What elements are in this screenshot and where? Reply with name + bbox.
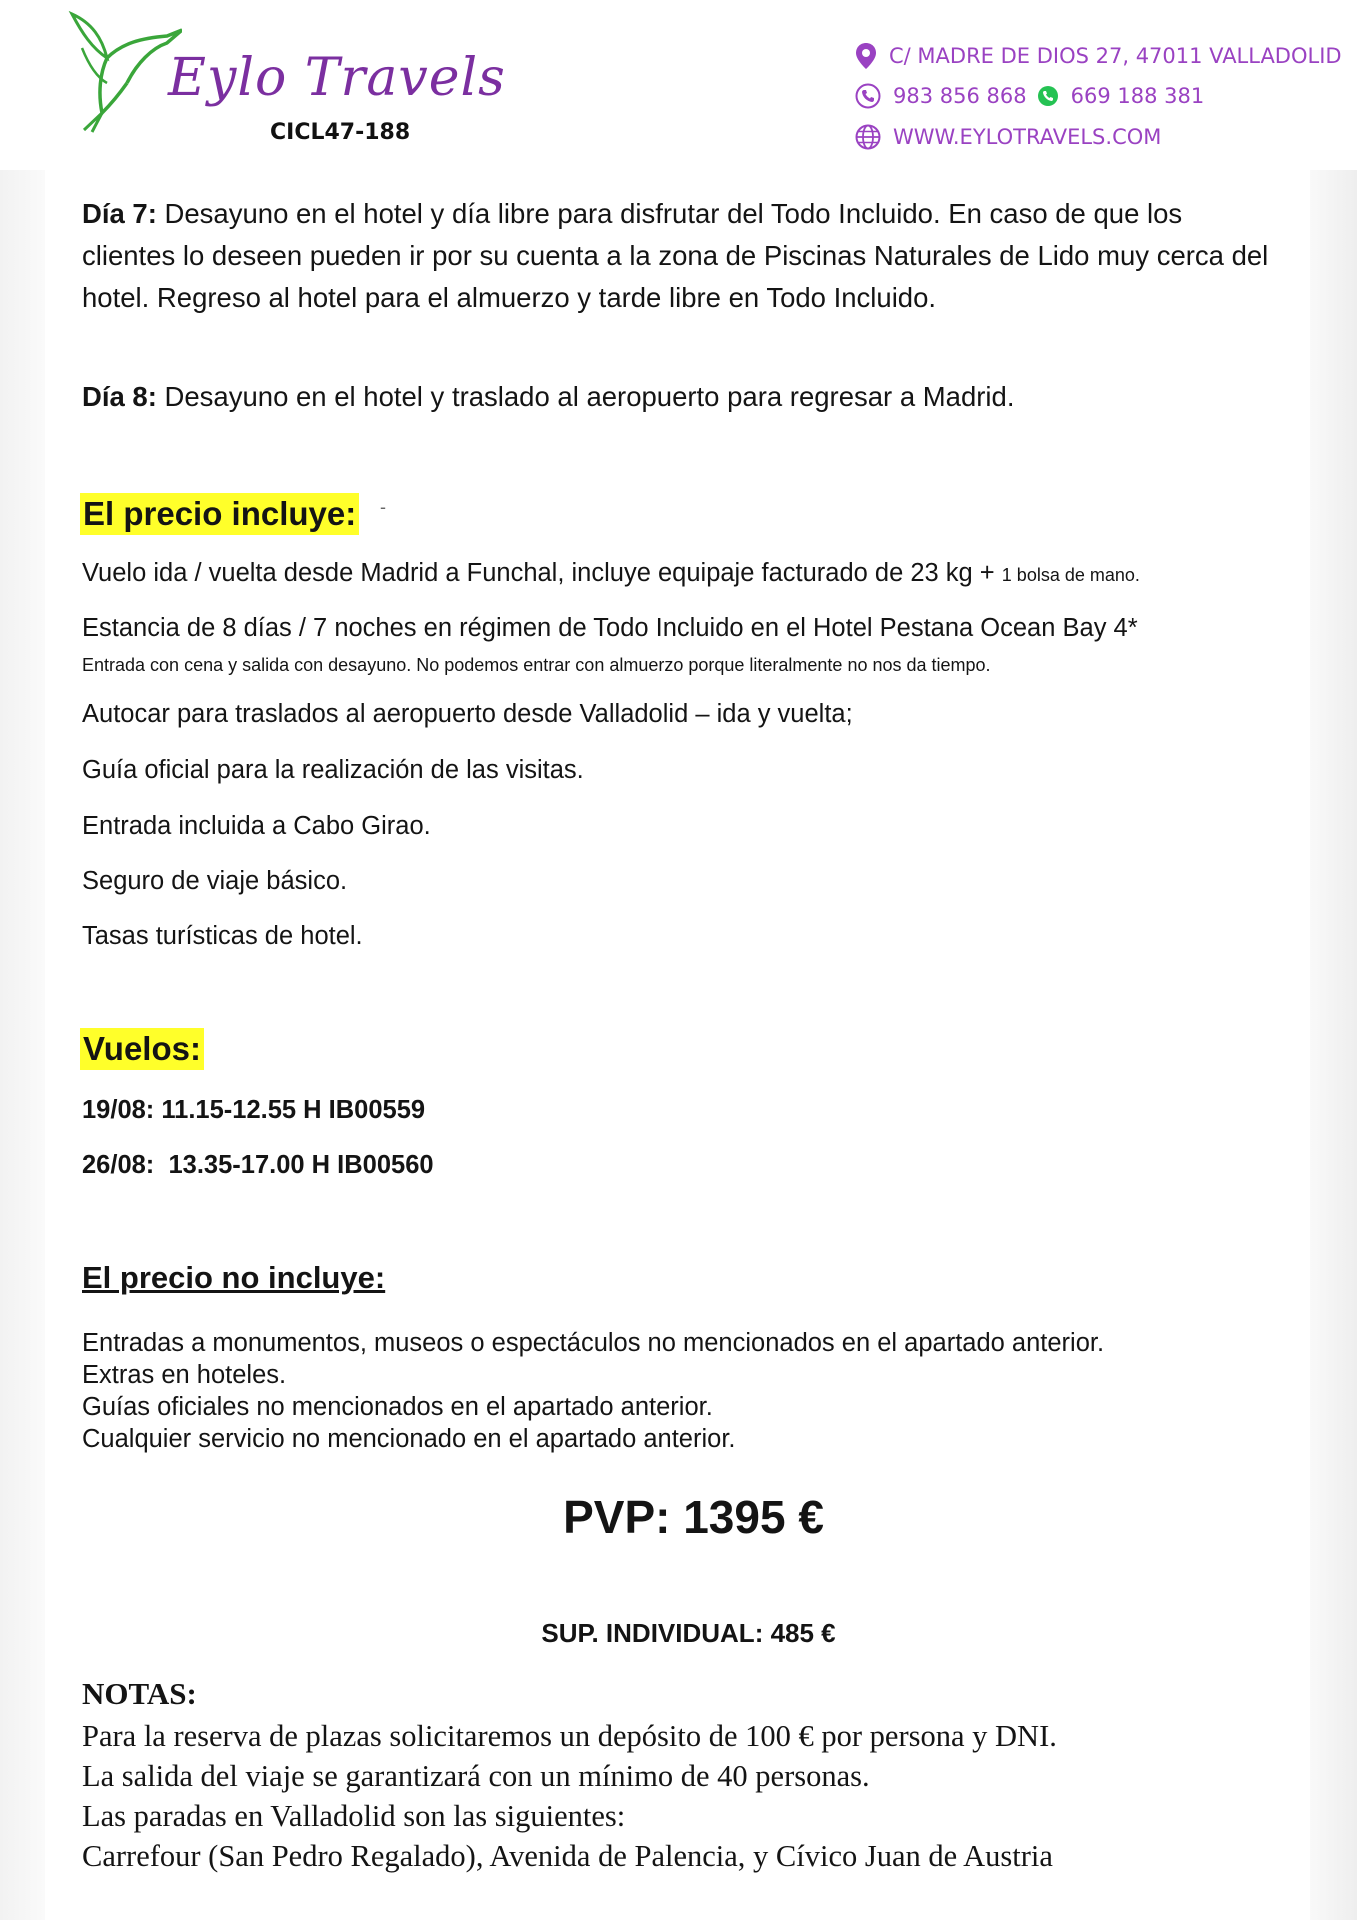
globe-icon (855, 124, 881, 150)
page-shadow-right (1310, 170, 1357, 1920)
note-line: Carrefour (San Pedro Regalado), Avenida de Palencia, y Cívico Juan de Austria (82, 1839, 1053, 1873)
whatsapp-icon (1037, 85, 1059, 107)
flights-heading: Vuelos: (80, 1028, 204, 1070)
hummingbird-logo-icon (62, 8, 182, 133)
website-link[interactable]: WWW.EYLOTRAVELS.COM (893, 125, 1162, 149)
notes-list (82, 1716, 1057, 1876)
note-line: Para la reserva de plazas solicitaremos un depósito de 100 € por persona y DNI. (82, 1719, 1057, 1753)
not-included-item: Guías oficiales no mencionados en el apartado anterior. (82, 1393, 713, 1421)
include-item: Guía oficial para la realización de las visitas. (82, 756, 584, 784)
not-included-heading: El precio no incluye: (82, 1260, 386, 1295)
day-7-text: Desayuno en el hotel y día libre para disfrutar del Todo Incluido. En caso de que los clientes lo deseen pueden ir por su cuenta a la zona de Piscinas Naturales de Lido muy cerca del hotel. Regreso al hotel para el almuerzo y tarde libre en Todo Incluido. (82, 198, 1269, 313)
note-line: La salida del viaje se garantizará con un mínimo de 40 personas. (82, 1759, 870, 1793)
whatsapp-number[interactable]: 669 188 381 (1070, 84, 1205, 108)
phone-icon (855, 83, 881, 109)
address-text: C/ MADRE DE DIOS 27, 47011 VALLADOLID (889, 44, 1342, 68)
website-line (855, 124, 1161, 150)
brand-name: Eylo Travels (168, 48, 506, 108)
day-8-paragraph (82, 376, 1282, 418)
single-supplement: SUP. INDIVIDUAL: 485 € (541, 1618, 836, 1648)
price-pvp: PVP: 1395 € (563, 1491, 824, 1543)
include-stay: Estancia de 8 días / 7 noches en régimen de Todo Incluido en el Hotel Pestana Ocean Bay 4* (82, 614, 1138, 642)
day-8-label: Día 8: (82, 381, 157, 412)
include-flight-small: 1 bolsa de mano. (1001, 565, 1140, 585)
not-included-list (82, 1327, 1104, 1455)
include-flight (82, 559, 1140, 588)
phone-number[interactable]: 983 856 868 (893, 84, 1027, 108)
license-code: CICL47-188 (270, 120, 411, 145)
not-included-item: Entradas a monumentos, museos o espectáculos no mencionados en el apartado anterior. (82, 1329, 1105, 1357)
document-sheet (45, 175, 1310, 1920)
location-pin-icon (855, 42, 877, 70)
include-item: Seguro de viaje básico. (82, 867, 348, 895)
day-7-paragraph (82, 193, 1282, 319)
include-item: Tasas turísticas de hotel. (82, 922, 363, 950)
phone-line (855, 83, 1204, 109)
include-item: Autocar para traslados al aeropuerto desde Valladolid – ida y vuelta; (82, 700, 853, 728)
include-stay-note: Entrada con cena y salida con desayuno. No podemos entrar con almuerzo porque literalmente no nos da tiempo. (82, 655, 991, 675)
not-included-item: Cualquier servicio no mencionado en el apartado anterior. (82, 1425, 736, 1453)
includes-heading: El precio incluye: (80, 493, 359, 535)
flight-row: 19/08: 11.15-12.55 H IB00559 (82, 1096, 426, 1124)
page-shadow-left (0, 170, 45, 1920)
day-8-text: Desayuno en el hotel y traslado al aeropuerto para regresar a Madrid. (164, 381, 1015, 412)
include-item: Entrada incluida a Cabo Girao. (82, 812, 431, 840)
includes-dash: - (380, 497, 386, 517)
day-7-label: Día 7: (82, 198, 157, 229)
include-flight-text: Vuelo ida / vuelta desde Madrid a Funchal, incluye equipaje facturado de 23 kg + (82, 559, 995, 587)
notes-heading: NOTAS: (82, 1676, 197, 1711)
address-line (855, 42, 1342, 70)
flight-row: 26/08: 13.35-17.00 H IB00560 (82, 1151, 434, 1179)
note-line: Las paradas en Valladolid son las siguientes: (82, 1799, 626, 1833)
not-included-item: Extras en hoteles. (82, 1361, 287, 1389)
